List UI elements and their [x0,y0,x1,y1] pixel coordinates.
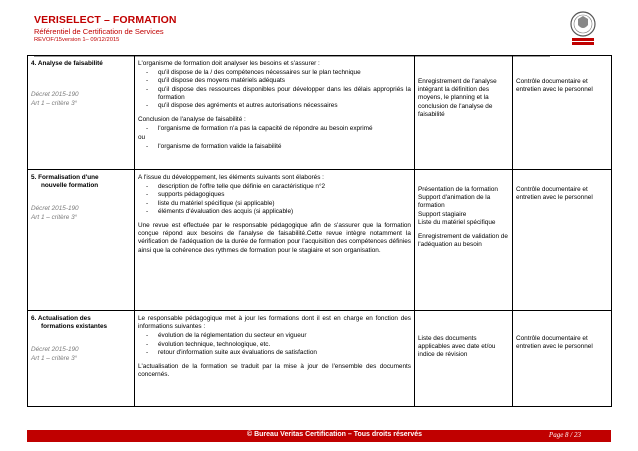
document-header [34,14,604,48]
conclusion-heading: Conclusion de l'analyse de faisabilité : [138,116,246,124]
criterion-title: 4. Analyse de faisabilité [31,60,103,67]
criterion-title: 6. Actualisation des formations existantes [31,315,108,331]
document-reference: REVOF/15version 1– 09/12/2015 [34,37,120,43]
criterion-cell [28,56,135,170]
evidence-text: Enregistrement de l'analyse intégrant la définition des moyens, le planning et la conclusion de l'analyse de faisabilité [418,78,497,118]
control-text: Contrôle documentaire et entretien avec le personnel [516,335,593,351]
page-footer [27,430,611,442]
requirement-list [146,332,411,357]
requirement-list [146,183,411,216]
list-item: - liste du matériel spécifique (si applicable) [146,200,411,208]
conclusion-list-alt [146,143,411,151]
criterion-reference: Décret 2015-190 Art 1 – critère 3° [31,91,79,108]
evidence-item: Liste du matériel spécifique [418,218,496,226]
requirement-list [146,69,411,110]
or-text: ou [138,133,146,141]
control-text: Contrôle documentaire et entretien avec le personnel [516,186,593,202]
requirement-cell [135,311,415,407]
criterion-reference: Décret 2015-190 Art 1 – critère 3° [31,346,79,363]
control-cell [513,311,612,407]
evidence-item: Support d'animation de la formation [418,194,491,210]
criterion-reference: Décret 2015-190 Art 1 – critère 3° [31,205,79,222]
criterion-cell [28,170,135,311]
conclusion-list [146,125,411,133]
bureau-veritas-seal-icon [566,10,600,48]
list-item: - description de l'offre telle que définie en caractéristique n°2 [146,183,411,191]
requirement-intro: L'organisme de formation doit analyser les besoins et s'assurer : [138,60,320,67]
evidence-item: Présentation de la formation [418,186,498,193]
requirement-intro: Le responsable pédagogique met à jour les formations dont il est en charge en fonction des informations suivantes : [138,315,411,331]
list-item: - qu'il dispose de la / des compétences nécessaires sur le plan technique [146,69,411,77]
document-title: VERISELECT – FORMATION [34,14,177,26]
control-text: Contrôle documentaire et entretien avec le personnel [516,78,593,94]
table-row [28,311,612,407]
requirement-cell [135,56,415,170]
list-item: - qu'il dispose des agréments et autres autorisations nécessaires [146,102,411,110]
evidence-text: Liste des documents applicables avec date et/ou indice de révision [418,335,496,359]
criterion-cell [28,311,135,407]
requirement-intro: A l'issue du développement, les éléments suivants sont élaborés : [138,174,324,181]
control-cell [513,170,612,311]
evidence-item: Support stagiaire [418,210,467,218]
criteria-table [27,55,612,407]
list-item: - qu'il dispose des ressources disponibles pour développer dans les délais appropriés la formation [146,86,411,102]
page-number: Page 8 / 23 [548,431,581,439]
evidence-cell [415,56,513,170]
list-item: - évolution de la réglementation du secteur en vigueur [146,332,411,340]
list-item: - qu'il dispose des moyens matériels adéquats [146,77,411,85]
requirement-cell [135,170,415,311]
evidence-cell [415,170,513,311]
evidence-list [418,186,509,249]
review-paragraph: Une revue est effectuée par le responsable pédagogique afin de s'assurer que la formation conçue répond aux besoins de l'analyse de faisabilité.Cette revue intègre notamment la vérification de l'adéquation de la durée de formation pour l'acquisition des compétences définies ainsi que la cohérence des rythmes de formation pour le stagiaire et son organisation. [138,222,411,254]
evidence-cell [415,311,513,407]
list-item: - l'organisme de formation n'a pas la capacité de répondre au besoin exprimé [146,125,411,133]
criterion-title: 5. Formalisation d'une nouvelle formation [31,174,99,190]
table-row [28,56,612,170]
list-item: - évolution technique, technologique, etc. [146,341,411,349]
table-row [28,170,612,311]
list-item: - éléments d'évaluation des acquis (si applicable) [146,208,411,216]
list-item: - l'organisme de formation valide la faisabilité [146,143,411,151]
document-subtitle: Référentiel de Certification de Services [34,27,164,36]
evidence-item: Enregistrement de validation de l'adéquation au besoin [418,233,508,249]
copyright-text: © Bureau Veritas Certification – Tous droits réservés [247,431,423,438]
list-item: - retour d'information suite aux évaluations de satisfaction [146,349,411,357]
list-item: - supports pédagogiques [146,191,411,199]
control-cell [513,56,612,170]
update-paragraph: L'actualisation de la formation se traduit par la mise à jour de l'ensemble des documents concernés. [138,363,411,379]
